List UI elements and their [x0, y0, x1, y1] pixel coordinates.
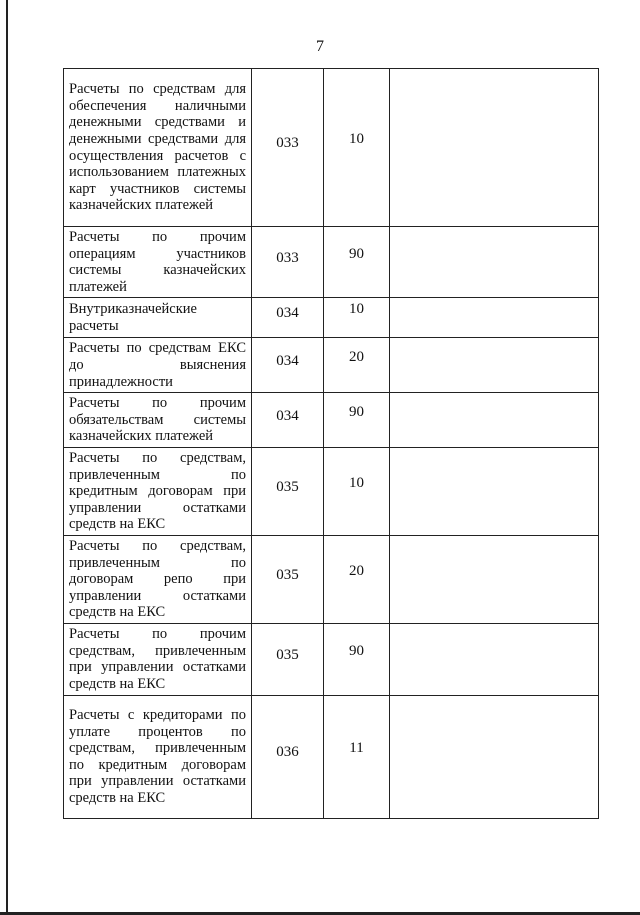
row-subcode: [324, 695, 390, 818]
row-code-value: 034: [276, 305, 299, 322]
table-row: [64, 447, 599, 535]
row-description: Расчеты по средствам ЕКС до выяснения принадлежности: [64, 338, 252, 393]
row-note: [390, 623, 599, 695]
row-subcode-value: 20: [349, 348, 364, 365]
row-note: [390, 447, 599, 535]
row-description: Внутриказначейские расчеты: [64, 298, 252, 338]
row-subcode-value: 20: [349, 562, 364, 579]
scan-frame-left-edge: [6, 0, 8, 915]
row-subcode: [324, 69, 390, 227]
row-subcode: [324, 623, 390, 695]
row-subcode: [324, 535, 390, 623]
row-subcode: [324, 447, 390, 535]
row-note: [390, 695, 599, 818]
row-code: [252, 393, 324, 448]
row-subcode-value: 11: [349, 740, 364, 757]
row-subcode-value: 10: [349, 474, 364, 491]
row-description: Расчеты по средствам для обеспечения наличными денежными средствами и денежными средствами для осуществления расчетов с использованием платежных карт участников системы казначейских платежей: [64, 69, 252, 227]
table-row: [64, 393, 599, 448]
table-row: [64, 338, 599, 393]
row-subcode: [324, 393, 390, 448]
row-description: Расчеты по прочим операциям участников системы казначейских платежей: [64, 227, 252, 298]
table-row: [64, 695, 599, 818]
row-description: Расчеты по средствам, привлеченным по договорам репо при управлении остатками средств на ЕКС: [64, 535, 252, 623]
row-code-value: 036: [276, 744, 299, 761]
table-row: [64, 227, 599, 298]
row-description: Расчеты по прочим обязательствам системы казначейских платежей: [64, 393, 252, 448]
row-code: [252, 69, 324, 227]
table-row: [64, 535, 599, 623]
page-number: 7: [316, 38, 324, 55]
row-code: [252, 623, 324, 695]
row-note: [390, 227, 599, 298]
row-subcode-value: 90: [349, 245, 364, 262]
row-subcode: [324, 298, 390, 338]
row-code: [252, 227, 324, 298]
row-note: [390, 393, 599, 448]
row-description: Расчеты по средствам, привлеченным по кредитным договорам при управлении остатками средств на ЕКС: [64, 447, 252, 535]
row-subcode-value: 10: [349, 301, 364, 318]
row-subcode-value: 90: [349, 403, 364, 420]
row-code: [252, 338, 324, 393]
row-code: [252, 535, 324, 623]
row-subcode: [324, 338, 390, 393]
row-subcode: [324, 227, 390, 298]
table-row: [64, 298, 599, 338]
row-subcode-value: 10: [349, 131, 364, 147]
row-note: [390, 338, 599, 393]
row-code-value: 033: [276, 249, 299, 266]
row-note: [390, 298, 599, 338]
row-code-value: 034: [276, 352, 299, 369]
row-code-value: 034: [276, 407, 299, 424]
row-code-value: 035: [276, 478, 299, 495]
row-code-value: 035: [276, 646, 299, 663]
row-subcode-value: 90: [349, 642, 364, 659]
row-description: Расчеты с кредиторами по уплате процентов по средствам, привлеченным по кредитным договорам при управлении остатками средств на ЕКС: [64, 695, 252, 818]
row-code: [252, 695, 324, 818]
table-row: [64, 623, 599, 695]
row-code-value: 035: [276, 566, 299, 583]
row-description: Расчеты по прочим средствам, привлеченным при управлении остатками средств на ЕКС: [64, 623, 252, 695]
row-code: [252, 447, 324, 535]
row-note: [390, 69, 599, 227]
row-code-value: 033: [276, 135, 299, 151]
row-code: [252, 298, 324, 338]
accounts-table: [63, 68, 599, 819]
row-note: [390, 535, 599, 623]
table-row: [64, 69, 599, 227]
